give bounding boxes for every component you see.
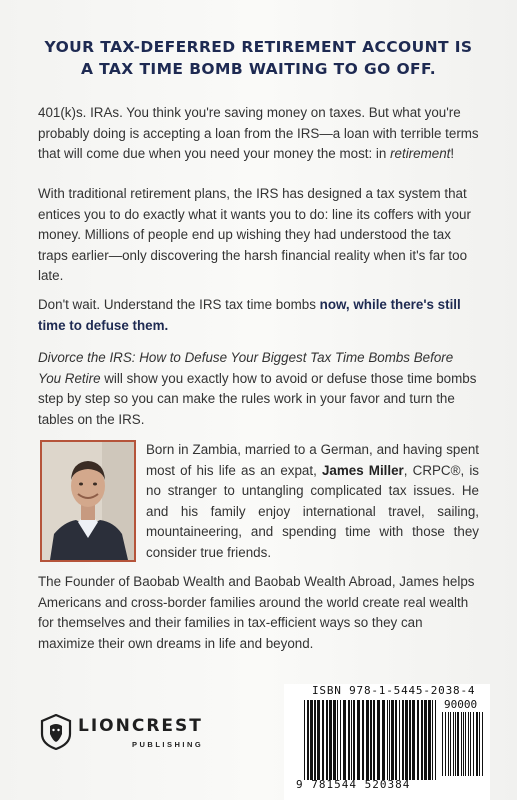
publisher-logo (40, 712, 220, 756)
isbn-label: ISBN 978-1-5445-2038-4 (312, 684, 476, 697)
paragraph-intro-text: 401(k)s. IRAs. You think you're saving money on taxes. But what you're probably doing is accepting a loan from the IRS—a loan with terrible terms that will come due when you need your money the most: in (38, 105, 479, 162)
barcode-digits: 9 781544 520384 (296, 778, 411, 791)
author-name: James Miller (321, 462, 404, 478)
paragraph-intro (38, 103, 479, 165)
book-title: Divorce the IRS: How to Defuse Your Biggest Tax Time Bombs Before You Retire (38, 350, 454, 386)
paragraph-intro-end: ! (450, 146, 455, 162)
publisher-name: LIONCREST (78, 716, 203, 736)
headline-line-1: YOUR TAX-DEFERRED RETIREMENT ACCOUNT IS (44, 38, 473, 56)
headline (30, 36, 487, 80)
publisher-sub: PUBLISHING (132, 740, 204, 749)
paragraph-dont-wait (38, 295, 479, 336)
lion-crest-icon (40, 714, 72, 750)
paragraph-dont-wait-bold: now, while there's still time to defuse them. (38, 297, 461, 333)
paragraph-book-pitch (38, 348, 479, 430)
author-bio (146, 440, 479, 564)
author-portrait-illustration (42, 442, 134, 560)
author-bio-founder: The Founder of Baobab Wealth and Baobab Wealth Abroad, James helps Americans and cross-border families around the world create real wealth for themselves and their families in tax-efficient ways so they can maximize their own dreams in life and beyond. (38, 574, 475, 651)
author-bio-after: , CRPC®, is no stranger to untangling complicated tax issues. He and his family enjoy international travel, sailing, mountaineering, and spending time with those they consider true friends. (146, 462, 479, 560)
author-bio-before: Born in Zambia, married to a German, and having spent most of his life as an expat, (146, 442, 479, 478)
paragraph-traditional-plans: With traditional retirement plans, the IRS has designed a tax system that entices you to do exactly what it wants you to do: line its coffers with your money. Millions of people end up wishing they had understood the tax traps earlier—only discovering the harsh financial reality when it's far too late. (38, 186, 471, 284)
price-code: 90000 (444, 698, 478, 711)
addon-barcode (442, 712, 486, 776)
headline-line-2: A TAX TIME BOMB WAITING TO GO OFF. (80, 60, 437, 78)
retirement-emphasis: retirement (390, 146, 451, 162)
paragraph-book-pitch-text: will show you exactly how to avoid or defuse those time bombs step by step so you can make the rules work in your favor and turn the tables on the IRS. (38, 370, 477, 427)
isbn-barcode-box (284, 684, 490, 800)
paragraph-dont-wait-text: Don't wait. Understand the IRS tax time bombs (38, 297, 320, 312)
author-photo (40, 440, 136, 562)
main-barcode (304, 700, 438, 780)
